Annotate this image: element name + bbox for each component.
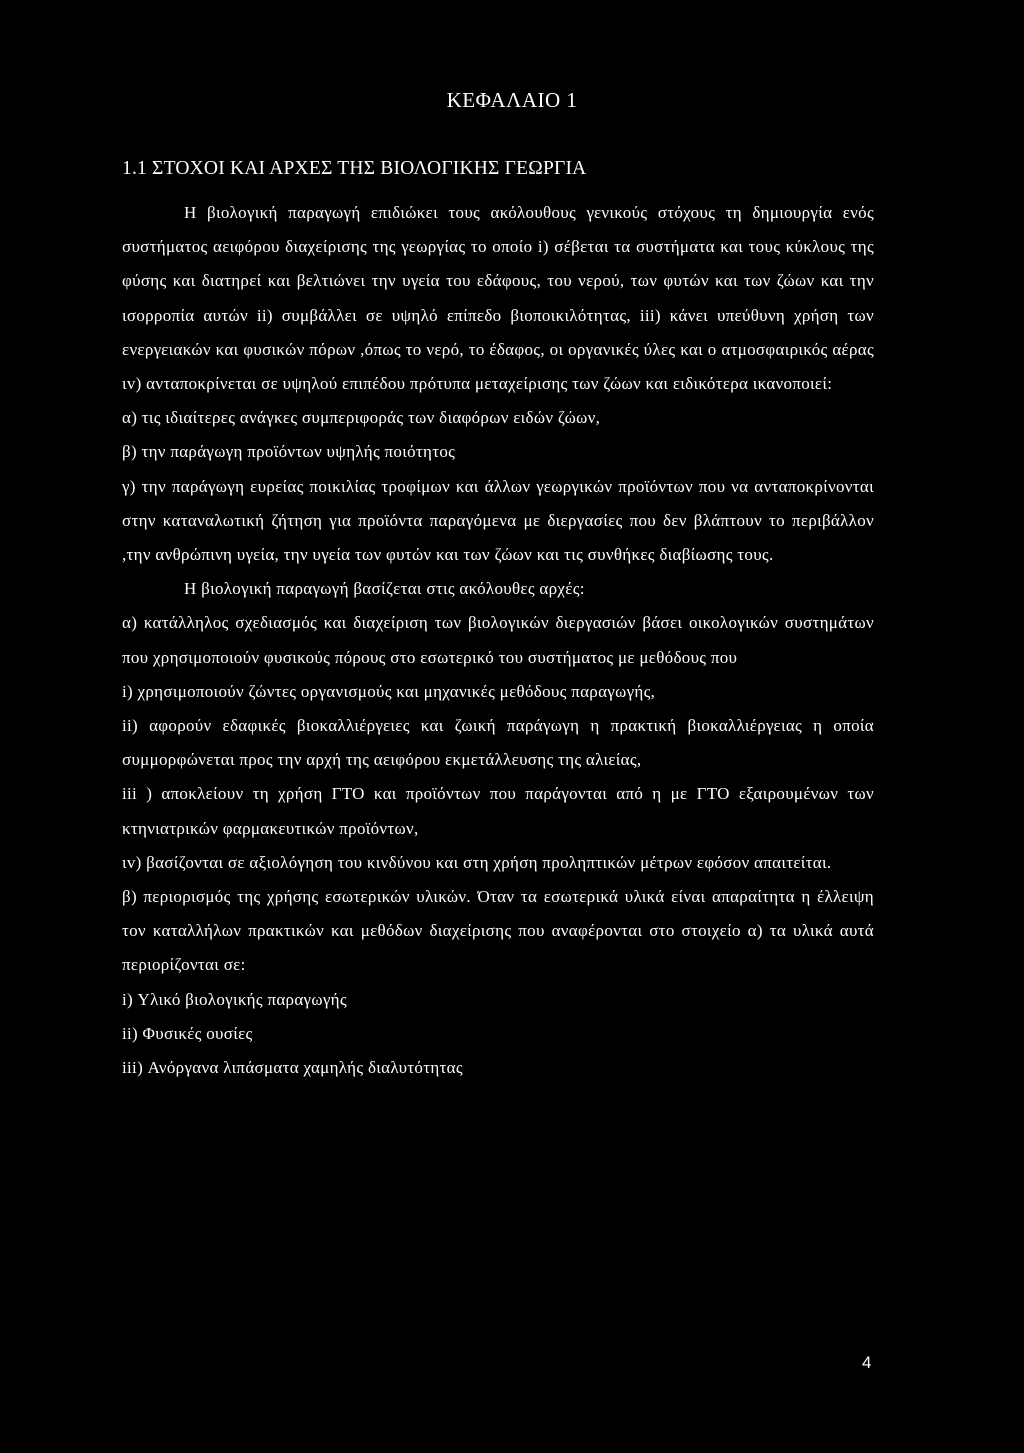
principle-b-i: i) Υλικό βιολογικής παραγωγής: [122, 989, 347, 1009]
list-item-a: α) τις ιδιαίτερες ανάγκες συμπεριφοράς των διαφόρων ειδών ζώων,: [122, 408, 601, 428]
principle-a-iii: iii ) αποκλείουν τη χρήση ΓΤΟ και προϊόντων που παράγονται από η με ΓΤΟ εξαιρουμένων των κτηνιατρικών φαρμακευτικών προϊόντων,: [122, 784, 874, 838]
principle-a: α) κατάλληλος σχεδιασμός και διαχείριση των βιολογικών διεργασιών βάσει οικολογικών συστημάτων που χρησιμοποιούν φυσικούς πόρους στο εσωτερικό του συστήματος με μεθόδους που: [122, 613, 874, 667]
principle-a-ii: ii) αφορούν εδαφικές βιοκαλλιέργειες και ζωική παράγωγη η πρακτική βιοκαλλιέργειας η οποία συμμορφώνεται προς την αρχή της αειφόρου εκμετάλλευσης της αλιείας,: [122, 716, 874, 770]
principle-b-iii: iii) Ανόργανα λιπάσματα χαμηλής διαλυτότητας: [122, 1058, 463, 1078]
list-item-c: γ) την παράγωγη ευρείας ποικιλίας τροφίμων και άλλων γεωργικών προϊόντων που να ανταποκρίνονται στην καταναλωτική ζήτηση για προϊόντα παραγόμενα με διεργασίες που δεν βλάπτουν το περιβάλλον ,την ανθρώπινη υγεία, την υγεία των φυτών και των ζώων και τις συνθήκες διαβίωσης τους.: [122, 476, 874, 565]
principle-a-i: i) χρησιμοποιούν ζώντες οργανισμούς και μηχανικές μεθόδους παραγωγής,: [122, 681, 656, 701]
chapter-title: ΚΕΦΑΛΑΙΟ 1: [446, 88, 578, 112]
page-number: 4: [862, 1353, 872, 1372]
body-text: [122, 196, 874, 1085]
paragraph-goals: Η βιολογική παραγωγή επιδιώκει τους ακόλουθους γενικούς στόχους τη δημιουργία ενός συστήματος αειφόρου διαχείρισης της γεωργίας το οποίο i) σέβεται τα συστήματα και τους κύκλους της φύσης και διατηρεί και βελτιώνει την υγεία του εδάφους, του νερού, των φυτών και των ζώων και την ισορροπία αυτών ii) συμβάλλει σε υψηλό επίπεδο βιοποικιλότητας, iii) κάνει υπεύθυνη χρήση των ενεργειακών και φυσικών πόρων ,όπως το νερό, το έδαφος, οι οργανικές ύλες και ο ατμοσφαιρικός αέρας ιv) ανταποκρίνεται σε υψηλού επιπέδου πρότυπα μεταχείρισης των ζώων και ειδικότερα ικανοποιεί:: [122, 203, 874, 394]
principle-b: β) περιορισμός της χρήσης εσωτερικών υλικών. Όταν τα εσωτερικά υλικά είναι απαραίτητα η έλλειψη τον καταλλήλων πρακτικών και μεθόδων διαχείρισης που αναφέρονται στο στοιχείο α) τα υλικά αυτά περιορίζονται σε:: [122, 887, 874, 975]
paragraph-principles: Η βιολογική παραγωγή βασίζεται στις ακόλουθες αρχές:: [184, 579, 585, 599]
section-heading: 1.1 ΣΤΟΧΟΙ ΚΑΙ ΑΡΧΕΣ ΤΗΣ ΒΙΟΛΟΓΙΚΗΣ ΓΕΩΡΓΙΑ: [122, 158, 587, 179]
list-item-b: β) την παράγωγη προϊόντων υψηλής ποιότητος: [122, 442, 456, 462]
principle-b-ii: ii) Φυσικές ουσίες: [122, 1023, 253, 1043]
principle-a-iv: ιv) βασίζονται σε αξιολόγηση του κινδύνου και στη χρήση προληπτικών μέτρων εφόσον απαιτείται.: [122, 852, 832, 872]
